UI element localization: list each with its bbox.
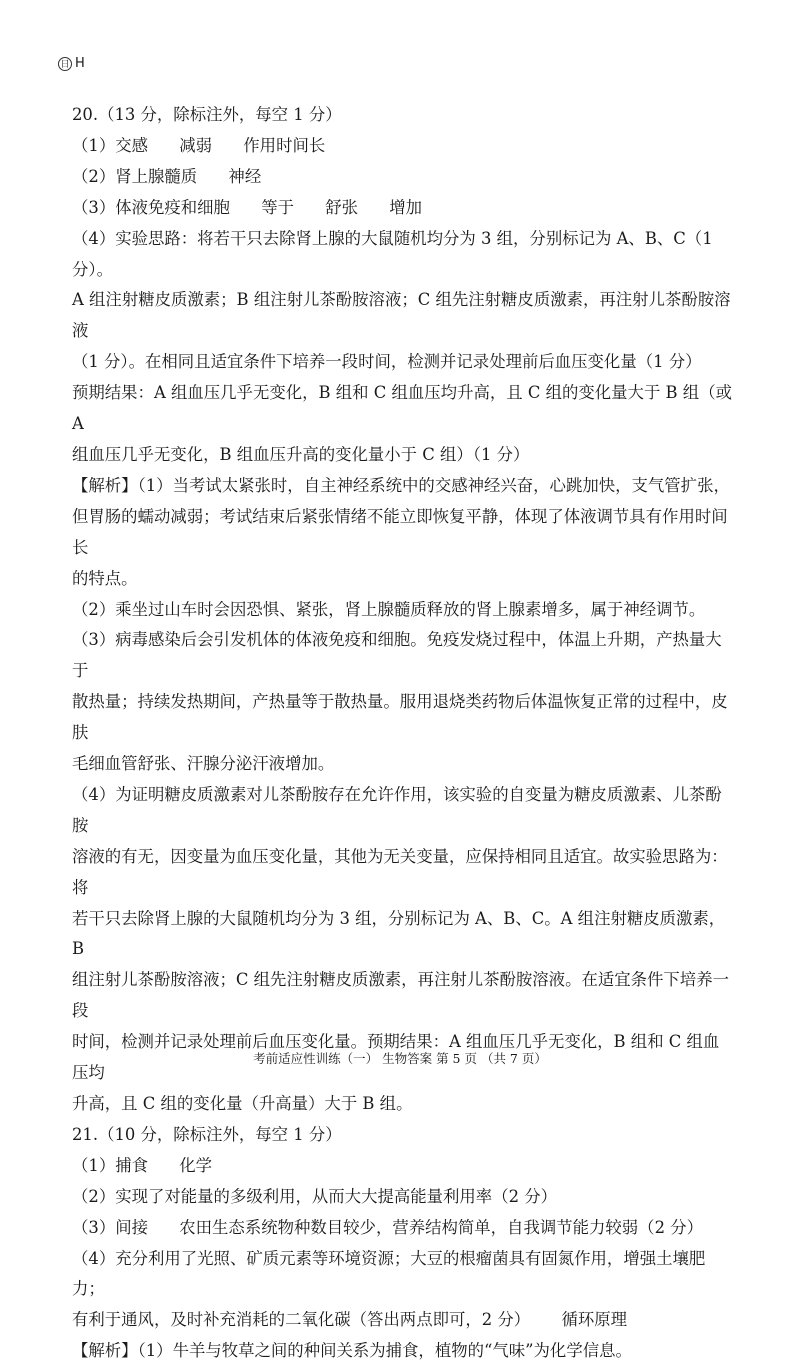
q20-analysis-line: 升高，且 C 组的变化量（升高量）大于 B 组。 bbox=[72, 1094, 413, 1113]
q21-answer-3: （3）间接 农田生态系统物种数目较少，营养结构简单，自我调节能力较弱（2 分） bbox=[72, 1217, 703, 1237]
q20-heading: 20.（13 分，除标注外，每空 1 分） bbox=[72, 105, 342, 124]
q20-expected-result-line: 预期结果：A 组血压几乎无变化，B 组和 C 组血压均升高，且 C 组的变化量大于 B 组（或 A bbox=[72, 383, 732, 434]
q20-analysis-line: （3）病毒感染后会引发机体的体液免疫和细胞。免疫发烧过程中，体温上升期，产热量大于 bbox=[72, 630, 722, 681]
q21-answer-2: （2）实现了对能量的多级利用，从而大大提高能量利用率（2 分） bbox=[72, 1186, 558, 1206]
q20-answer-4-line: A 组注射糖皮质激素；B 组注射儿茶酚胺溶液；C 组先注射糖皮质激素，再注射儿茶酚胺溶液 bbox=[72, 290, 731, 341]
q20-analysis-line: 组注射儿茶酚胺溶液；C 组先注射糖皮质激素，再注射儿茶酚胺溶液。在适宜条件下培养一段 bbox=[72, 970, 729, 1021]
q20-analysis-line: （2）乘坐过山车时会因恐惧、紧张，肾上腺髓质释放的肾上腺素增多，属于神经调节。 bbox=[72, 599, 706, 619]
q21-answer-4-line: （4）充分利用了光照、矿质元素等环境资源；大豆的根瘤菌具有固氮作用，增强土壤肥力； bbox=[72, 1248, 706, 1299]
q20-analysis-line: 时间，检测并记录处理前后血压变化量。预期结果：A 组血压几乎无变化，B 组和 C 组血压均 bbox=[72, 1032, 720, 1083]
q20-answer-2: （2）肾上腺髓质 神经 bbox=[72, 166, 262, 186]
q20-answer-4-line: （4）实验思路：将若干只去除肾上腺的大鼠随机均分为 3 组，分别标记为 A、B、C（1 分）。 bbox=[72, 228, 713, 279]
circled-seal-icon: 日 bbox=[58, 57, 72, 71]
q20-answer-3: （3）体液免疫和细胞 等于 舒张 增加 bbox=[72, 197, 423, 217]
q20-answer-4-line: （1 分）。在相同且适宜条件下培养一段时间，检测并记录处理前后血压变化量（1 分） bbox=[72, 352, 702, 372]
q20-analysis-line: （4）为证明糖皮质激素对儿茶酚胺存在允许作用，该实验的自变量为糖皮质激素、儿茶酚胺 bbox=[72, 784, 722, 835]
corner-mark bbox=[58, 56, 85, 71]
q20-analysis-line: 但胃肠的蠕动减弱；考试结束后紧张情绪不能立即恢复平静，体现了体液调节具有作用时间长 bbox=[72, 506, 728, 557]
q20-analysis-line: 的特点。 bbox=[72, 568, 138, 588]
q20-analysis-line: 若干只去除肾上腺的大鼠随机均分为 3 组，分别标记为 A、B、C。A 组注射糖皮质激素，B bbox=[72, 908, 726, 959]
q20-analysis-line: 毛细血管舒张、汗腺分泌汗液增加。 bbox=[72, 754, 335, 774]
q21-answer-1: （1）捕食 化学 bbox=[72, 1155, 213, 1175]
q20-analysis-line: 【解析】（1）当考试太紧张时，自主神经系统中的交感神经兴奋，心跳加快，支气管扩张， bbox=[72, 475, 730, 495]
q20-expected-result-line: 组血压几乎无变化，B 组血压升高的变化量小于 C 组）（1 分） bbox=[72, 444, 530, 464]
q21-answer-4-line: 有利于通风，及时补充消耗的二氧化碳（答出两点即可，2 分） 循环原理 bbox=[72, 1310, 628, 1330]
q21-analysis-line: 【解析】（1）牛羊与牧草之间的种间关系为捕食，植物的“气味”为化学信息。 bbox=[72, 1341, 632, 1361]
page-footer: 考前适应性训练（一） 生物答案 第 5 页 （共 7 页） bbox=[253, 1051, 547, 1066]
answer-body bbox=[72, 100, 734, 1367]
q20-answer-1: （1）交感 减弱 作用时间长 bbox=[72, 135, 326, 155]
corner-letter: H bbox=[75, 56, 85, 71]
q20-analysis-line: 散热量；持续发热期间，产热量等于散热量。服用退烧类药物后体温恢复正常的过程中，皮肤 bbox=[72, 692, 728, 743]
q20-analysis-line: 溶液的有无，因变量为血压变化量，其他为无关变量，应保持相同且适宜。故实验思路为：将 bbox=[72, 846, 728, 897]
q21-heading: 21.（10 分，除标注外，每空 1 分） bbox=[72, 1124, 342, 1144]
